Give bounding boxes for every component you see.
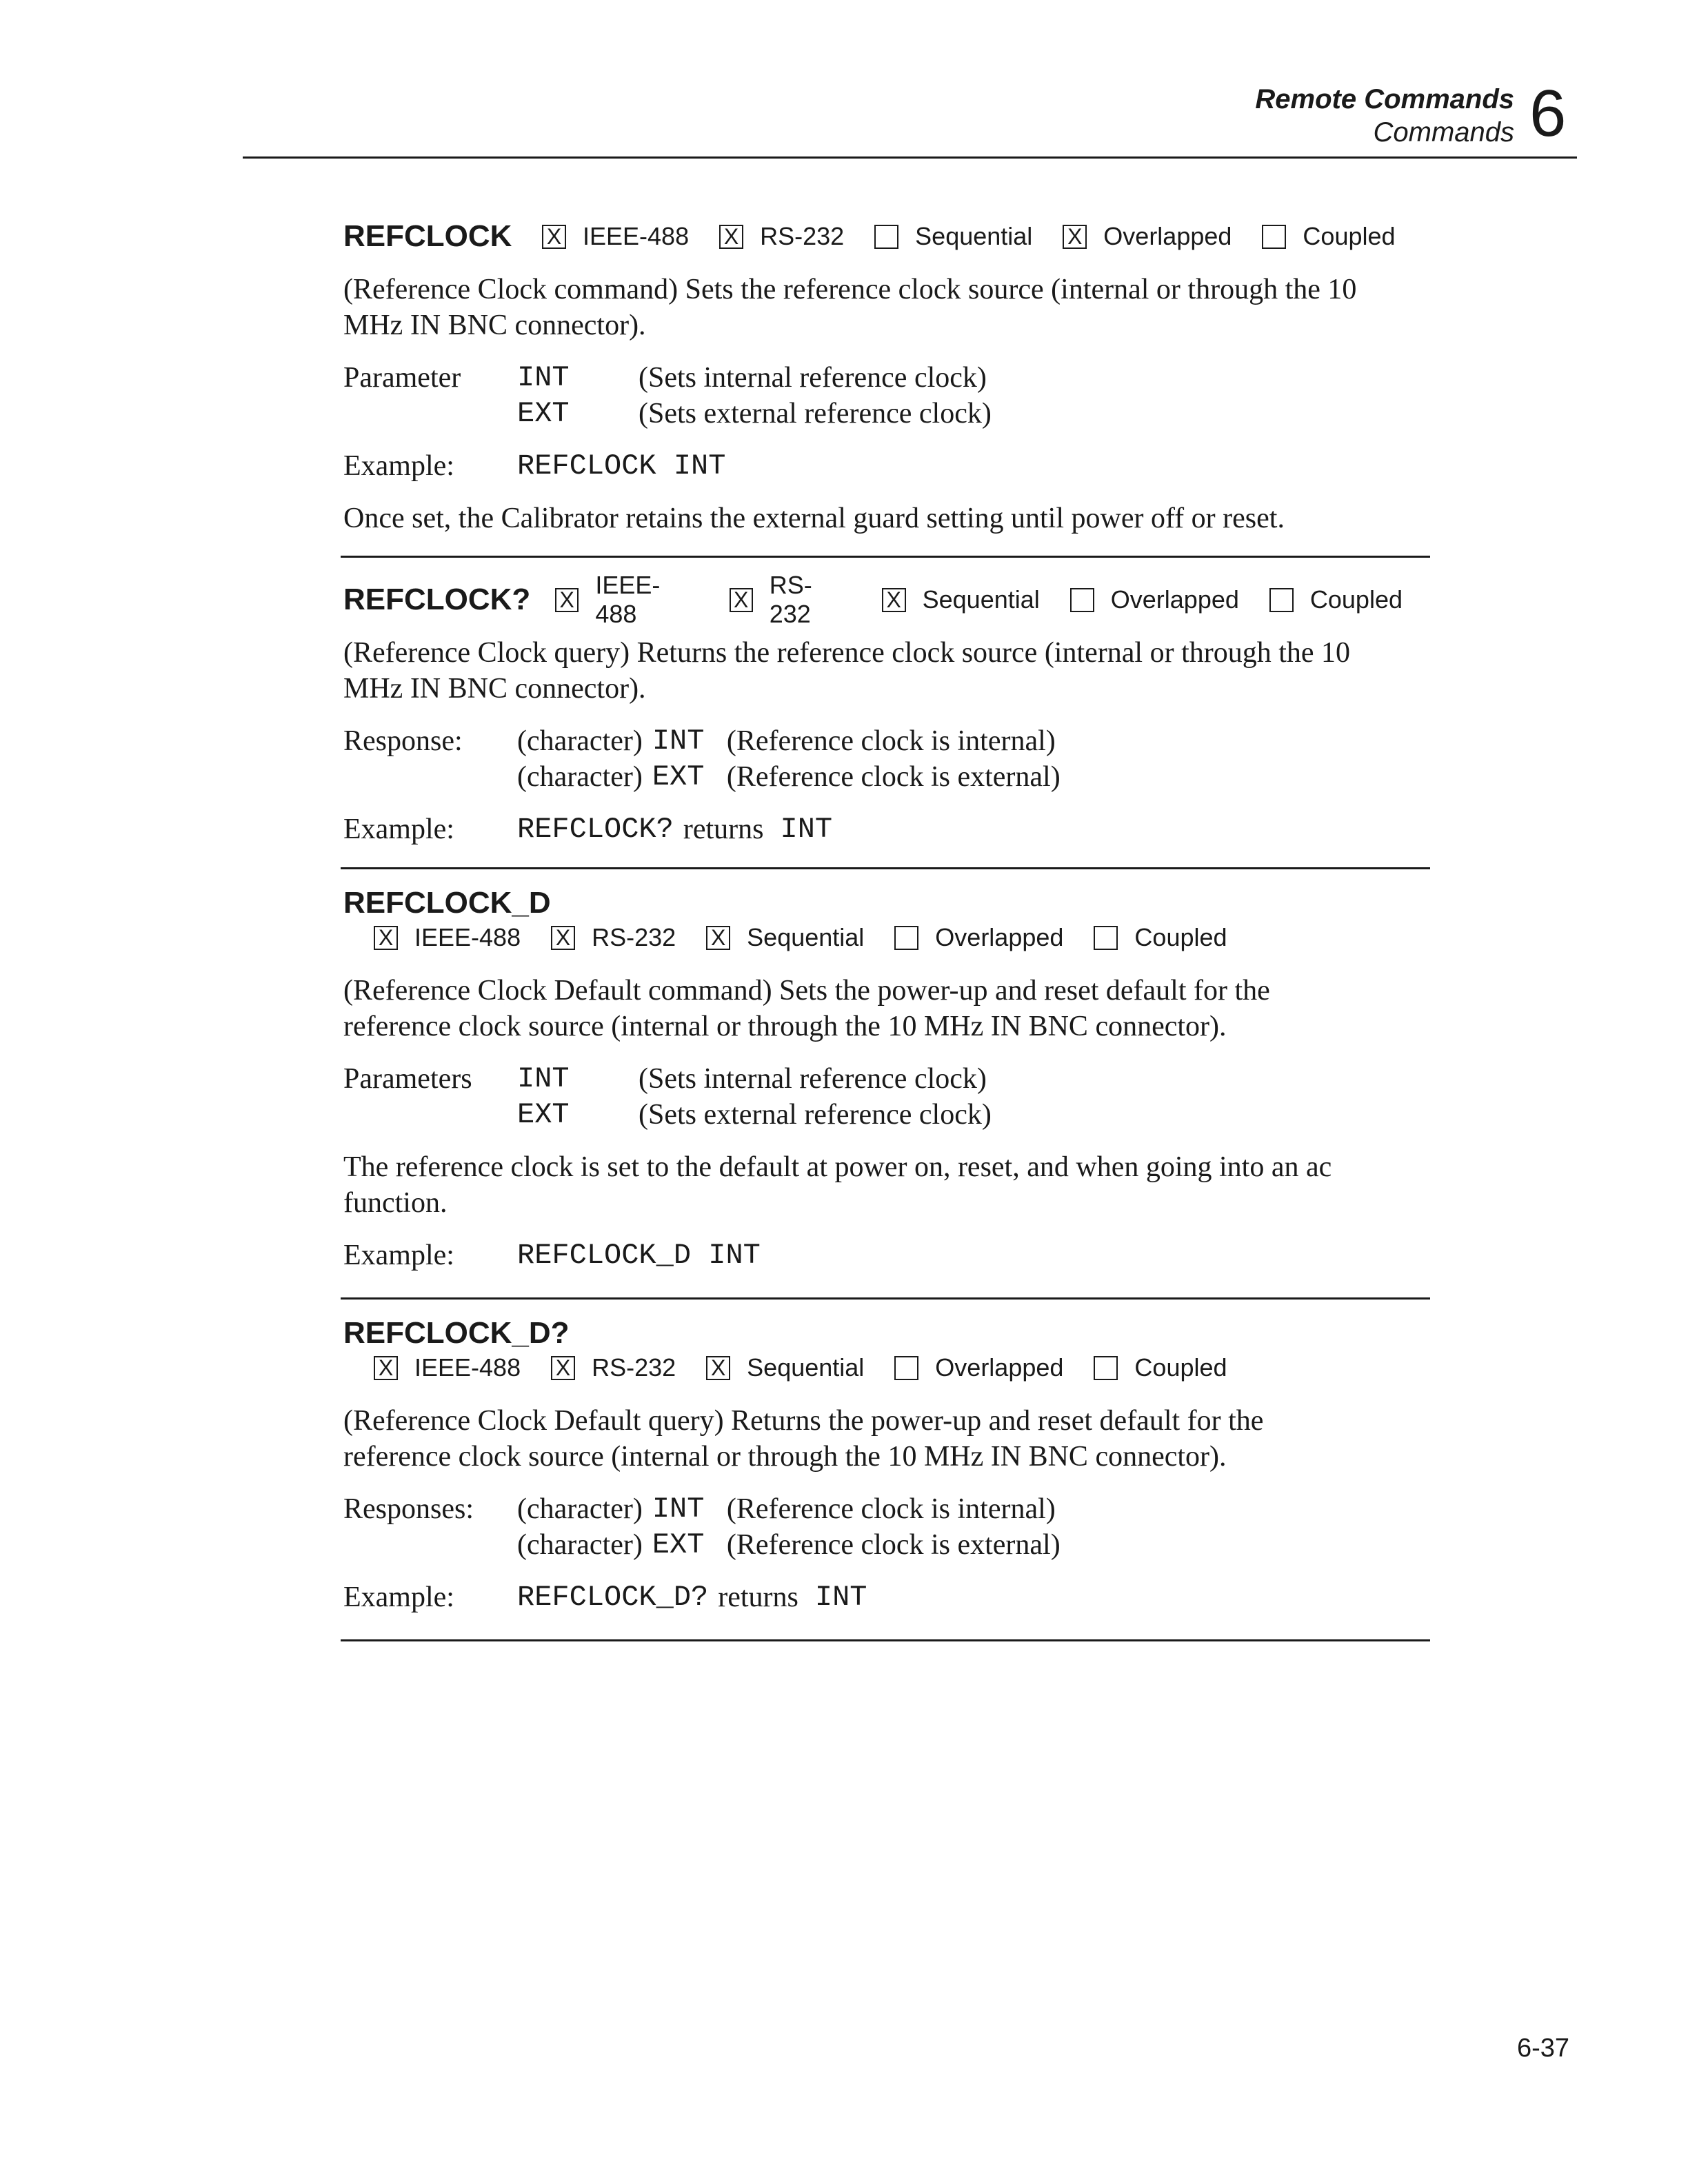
section-divider <box>341 867 1430 869</box>
checkbox-empty <box>1094 926 1118 950</box>
param-desc: (Sets external reference clock) <box>639 1099 992 1131</box>
response-code: EXT <box>652 1528 705 1561</box>
response-code: INT <box>652 1493 705 1526</box>
command-name: REFCLOCK? <box>343 583 531 616</box>
param-desc: (Sets internal reference clock) <box>639 1063 987 1095</box>
cap-sequential: X Sequential <box>882 585 1040 614</box>
header-subtitle: Commands <box>1373 117 1514 148</box>
example-label: Example: <box>343 1581 454 1613</box>
cap-overlapped: Overlapped <box>894 923 1063 952</box>
response-type: (character) <box>517 725 643 757</box>
param-desc: (Sets external reference clock) <box>639 398 992 429</box>
checkbox-checked: X <box>551 926 575 950</box>
checkbox-checked: X <box>730 588 753 612</box>
example-value: INT <box>814 1581 867 1614</box>
checkbox-empty <box>1070 588 1094 612</box>
running-header <box>1255 83 1514 149</box>
note-line: function. <box>343 1187 448 1219</box>
response-desc: (Reference clock is external) <box>726 761 1061 793</box>
description-line: (Reference Clock command) Sets the reference clock source (internal or through the 10 <box>343 274 1357 305</box>
description-line: reference clock source (internal or through the 10 MHz IN BNC connector). <box>343 1441 1227 1473</box>
parameter-label: Parameter <box>343 362 461 394</box>
description-line: MHz IN BNC connector). <box>343 673 646 705</box>
note-line: The reference clock is set to the default at power on, reset, and when going into an ac <box>343 1151 1332 1183</box>
cap-overlapped: X Overlapped <box>1063 222 1232 251</box>
section-refclock <box>343 219 1433 536</box>
response-code: INT <box>652 725 705 758</box>
checkbox-checked: X <box>374 926 398 950</box>
response-desc: (Reference clock is internal) <box>726 725 1056 757</box>
section-refclock-query <box>343 571 1433 847</box>
command-name: REFCLOCK <box>343 219 512 253</box>
section-divider <box>341 1639 1430 1641</box>
checkbox-checked: X <box>719 225 743 249</box>
cap-coupled: Coupled <box>1094 1353 1227 1382</box>
parameter-label: Parameters <box>343 1063 472 1095</box>
cap-overlapped: Overlapped <box>894 1353 1063 1382</box>
response-type: (character) <box>517 761 643 793</box>
checkbox-checked: X <box>374 1356 398 1380</box>
checkbox-empty <box>894 926 918 950</box>
section-divider <box>341 556 1430 558</box>
description-line: reference clock source (internal or through the 10 MHz IN BNC connector). <box>343 1011 1227 1042</box>
description-line: (Reference Clock query) Returns the reference clock source (internal or through the 10 <box>343 637 1351 669</box>
cap-sequential: Sequential <box>874 222 1032 251</box>
checkbox-empty <box>894 1356 918 1380</box>
example-returns: returns <box>718 1581 798 1613</box>
response-desc: (Reference clock is internal) <box>726 1493 1056 1525</box>
checkbox-empty <box>1262 225 1286 249</box>
cap-ieee488: X IEEE-488 <box>374 923 521 952</box>
checkbox-checked: X <box>551 1356 575 1380</box>
cap-rs232: X RS-232 <box>719 222 844 251</box>
param-code: EXT <box>517 1098 570 1131</box>
cap-coupled: Coupled <box>1094 923 1227 952</box>
example-label: Example: <box>343 450 454 482</box>
page-number: 6-37 <box>1517 2034 1570 2063</box>
checkbox-checked: X <box>706 1356 730 1380</box>
example-label: Example: <box>343 813 454 845</box>
checkbox-empty <box>874 225 898 249</box>
response-desc: (Reference clock is external) <box>726 1529 1061 1561</box>
section-refclock-d-query <box>343 1316 1433 1615</box>
description-line: (Reference Clock Default query) Returns the power-up and reset default for the <box>343 1405 1264 1437</box>
checkbox-checked: X <box>706 926 730 950</box>
response-label: Responses: <box>343 1493 474 1525</box>
section-refclock-d <box>343 886 1433 1273</box>
description-line: MHz IN BNC connector). <box>343 310 646 341</box>
example-code: REFCLOCK_D? <box>517 1581 709 1614</box>
checkbox-empty <box>1269 588 1294 612</box>
checkbox-empty <box>1094 1356 1118 1380</box>
example-returns: returns <box>683 813 764 845</box>
cap-sequential: X Sequential <box>706 1353 864 1382</box>
response-label: Response: <box>343 725 463 757</box>
param-code: EXT <box>517 397 570 430</box>
chapter-number: 6 <box>1529 77 1567 150</box>
checkbox-checked: X <box>882 588 906 612</box>
header-title: Remote Commands <box>1255 84 1514 114</box>
cap-ieee488: X IEEE-488 <box>374 1353 521 1382</box>
command-name: REFCLOCK_D? <box>343 1316 570 1350</box>
cap-coupled: Coupled <box>1262 222 1395 251</box>
cap-rs232: X RS-232 <box>551 923 676 952</box>
response-code: EXT <box>652 760 705 793</box>
example-value: INT <box>780 813 833 846</box>
command-name: REFCLOCK_D <box>343 886 551 920</box>
cap-overlapped: Overlapped <box>1070 585 1239 614</box>
cap-rs232: X RS-232 <box>730 571 852 629</box>
param-code: INT <box>517 361 570 394</box>
checkbox-checked: X <box>542 225 566 249</box>
header-divider <box>243 156 1577 159</box>
param-desc: (Sets internal reference clock) <box>639 362 987 394</box>
cap-rs232: X RS-232 <box>551 1353 676 1382</box>
section-divider <box>341 1297 1430 1300</box>
cap-sequential: X Sequential <box>706 923 864 952</box>
cap-ieee488: X IEEE-488 <box>542 222 689 251</box>
response-type: (character) <box>517 1529 643 1561</box>
example-code: REFCLOCK? <box>517 813 674 846</box>
description-line: (Reference Clock Default command) Sets the power-up and reset default for the <box>343 975 1270 1007</box>
cap-ieee488: X IEEE-488 <box>555 571 699 629</box>
checkbox-checked: X <box>1063 225 1087 249</box>
example-label: Example: <box>343 1240 454 1271</box>
response-type: (character) <box>517 1493 643 1525</box>
note-text: Once set, the Calibrator retains the external guard setting until power off or reset. <box>343 503 1285 534</box>
param-code: INT <box>517 1062 570 1095</box>
example-code: REFCLOCK INT <box>517 449 726 483</box>
checkbox-checked: X <box>555 588 579 612</box>
example-code: REFCLOCK_D INT <box>517 1239 761 1272</box>
cap-coupled: Coupled <box>1269 585 1403 614</box>
